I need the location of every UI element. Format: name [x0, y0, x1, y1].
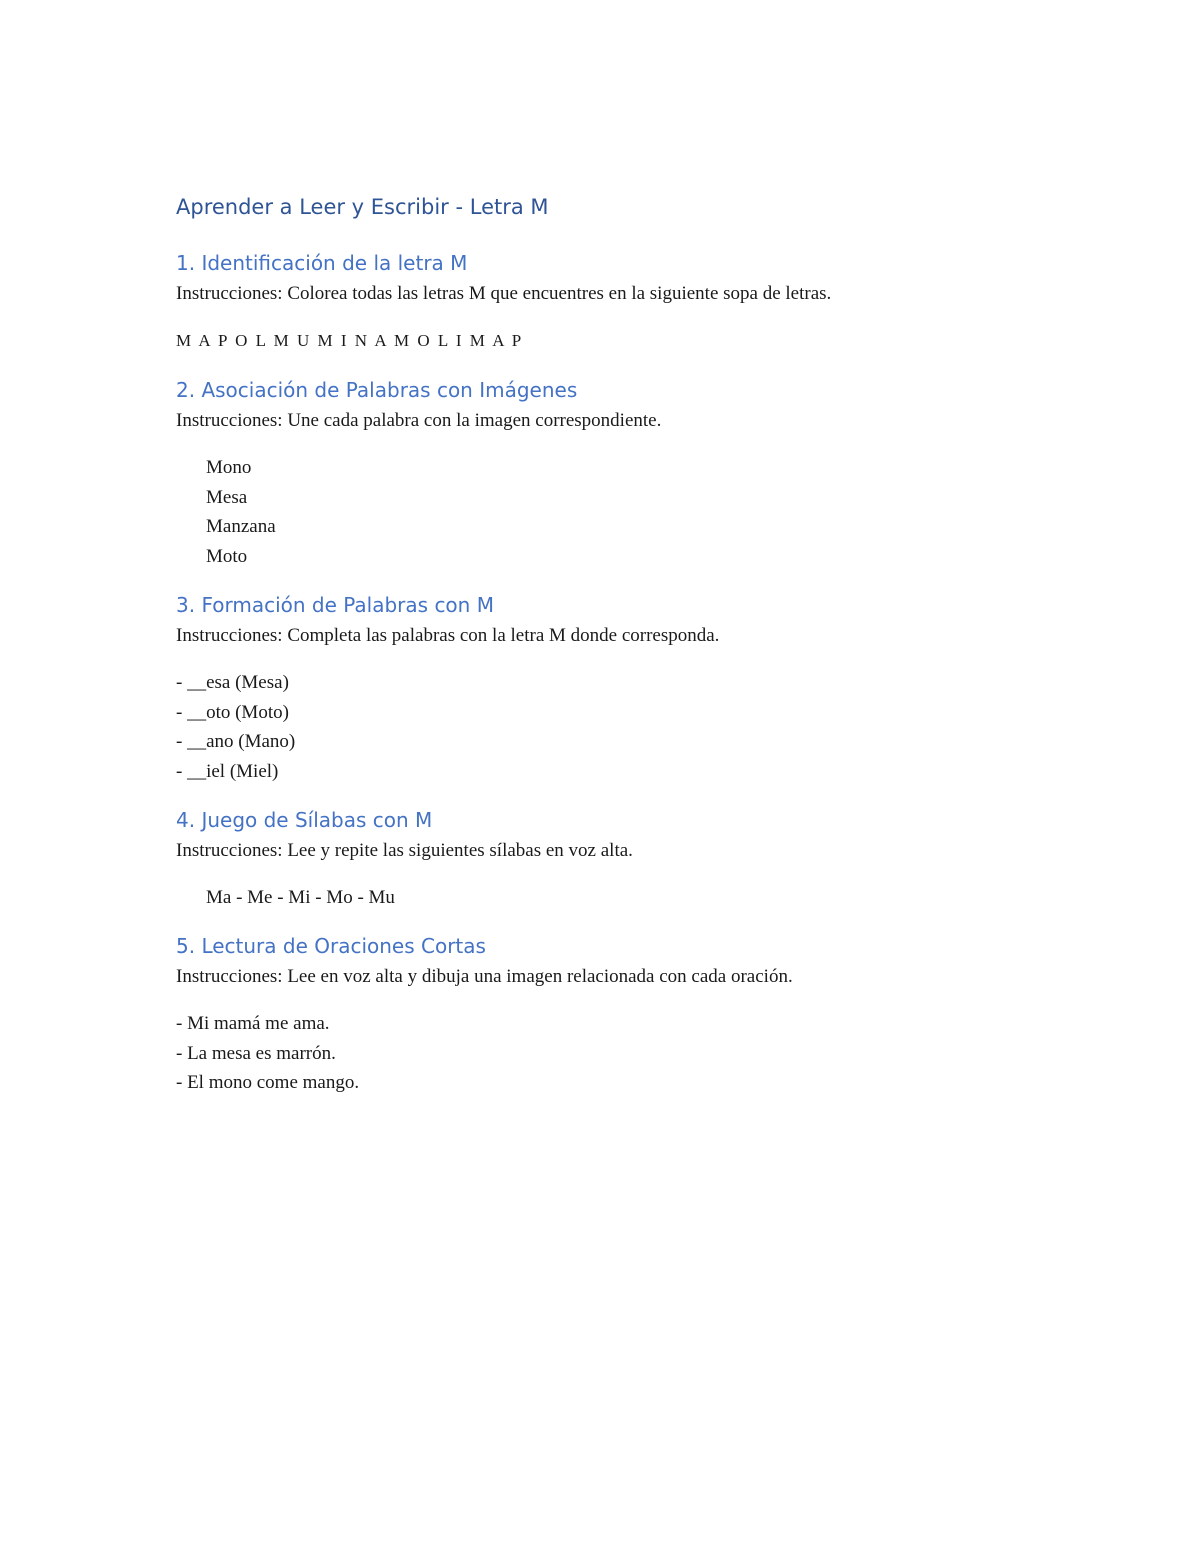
word-list: [176, 453, 1056, 571]
list-item: - __oto (Moto): [176, 701, 289, 723]
section-5-heading: 5. Lectura de Oraciones Cortas: [176, 934, 486, 958]
section-4-heading: 4. Juego de Sílabas con M: [176, 808, 433, 832]
list-item: - La mesa es marrón.: [176, 1042, 336, 1064]
list-item: - Mi mamá me ama.: [176, 1013, 330, 1034]
section-3-heading: 3. Formación de Palabras con M: [176, 593, 494, 617]
section-4-instructions: Instrucciones: Lee y repite las siguientes sílabas en voz alta.: [176, 840, 633, 861]
list-item: - __esa (Mesa): [176, 672, 289, 693]
list-item: Mesa: [206, 486, 248, 508]
list-item: - __iel (Miel): [176, 760, 279, 782]
section-3-instructions: Instrucciones: Completa las palabras con la letra M donde corresponda.: [176, 625, 720, 646]
section-2-instructions: Instrucciones: Une cada palabra con la imagen correspondiente.: [176, 410, 662, 431]
list-item: Moto: [206, 545, 248, 567]
list-item: Manzana: [206, 516, 276, 537]
document-content: [176, 190, 1056, 1098]
sentence-list: [176, 1009, 1056, 1098]
section-1-instructions: Instrucciones: Colorea todas las letras M que encuentres en la siguiente sopa de letras.: [176, 283, 832, 304]
section-2-heading: 2. Asociación de Palabras con Imágenes: [176, 378, 578, 402]
section-5-instructions: Instrucciones: Lee en voz alta y dibuja una imagen relacionada con cada oración.: [176, 966, 793, 987]
section-1-heading: 1. Identificación de la letra M: [176, 251, 468, 275]
fill-in-list: [176, 668, 1056, 786]
letter-soup: M A P O L M U M I N A M O L I M A P: [176, 331, 524, 350]
list-item: - __ano (Mano): [176, 731, 296, 752]
list-item: - El mono come mango.: [176, 1072, 360, 1093]
list-item: Mono: [206, 457, 252, 478]
syllables-line: Ma - Me - Mi - Mo - Mu: [206, 887, 395, 908]
document-title: Aprender a Leer y Escribir - Letra M: [176, 195, 549, 219]
